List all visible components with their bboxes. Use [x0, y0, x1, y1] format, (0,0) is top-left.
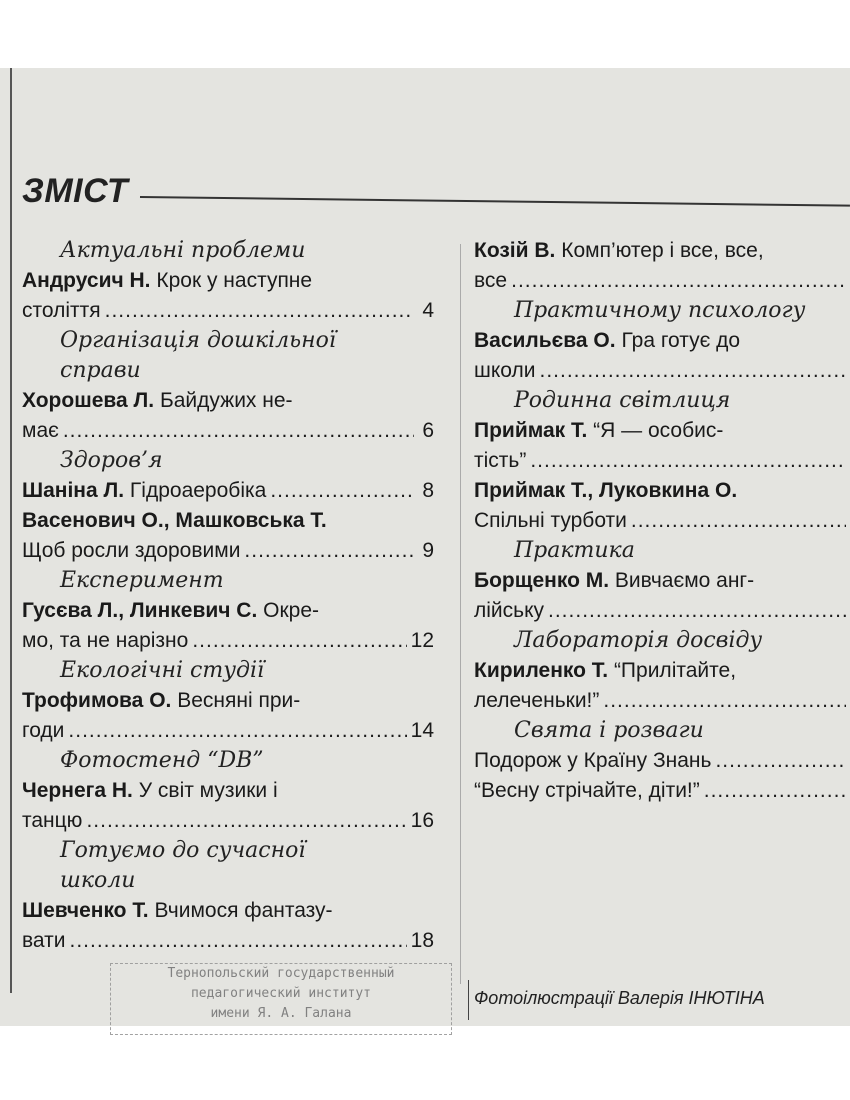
entry-title: Весняні при-: [177, 689, 301, 712]
page-number: 12: [410, 629, 434, 652]
entry-line: [22, 596, 434, 626]
leader-dots: [539, 356, 846, 386]
entry-title: Байдужих не-: [159, 389, 293, 412]
entry-line: [22, 896, 434, 926]
entry-line: [474, 266, 850, 296]
page-number: 8: [422, 479, 434, 502]
leader-dots: [86, 806, 406, 836]
leader-dots: [244, 536, 414, 566]
section-heading: Практика: [514, 538, 635, 563]
section-heading: Практичному психологу: [514, 298, 806, 323]
photo-credit: Фотоілюстрації Валерія ІНЮТІНА: [474, 988, 765, 1008]
entry-title: школи: [474, 359, 536, 382]
entry-author: Борщенко М.: [474, 569, 610, 592]
entry-title: Вивчаємо анг-: [614, 569, 755, 592]
entry-line: [474, 686, 850, 716]
entry-line: [474, 776, 850, 806]
entry-title: Гідроаеробіка: [129, 479, 267, 502]
leader-dots: [704, 776, 846, 806]
entry-line: [22, 686, 434, 716]
leader-dots: [192, 626, 406, 656]
entry-line: [22, 806, 434, 836]
toc-entry: [474, 656, 850, 716]
entry-title: Подорож у Країну Знань: [474, 749, 712, 772]
credit-rule: [468, 980, 469, 1020]
leader-dots: [105, 296, 414, 326]
entry-author: Васенович О., Машковська Т.: [22, 509, 327, 532]
entry-title: “Прилітайте,: [613, 659, 737, 682]
toc-title: ЗМІСТ: [22, 172, 129, 210]
left-margin-rule: [10, 68, 12, 993]
entry-title: танцю: [22, 809, 83, 832]
entry-title: Комп’ютер і все, все,: [561, 239, 764, 262]
entry-author: Трофимова О.: [22, 689, 172, 712]
entry-line: [474, 476, 850, 506]
page-number: 6: [422, 419, 434, 442]
toc-entry: [22, 476, 434, 506]
stamp-line: Тернопольский государственный: [167, 966, 395, 981]
entry-author: Приймак Т., Луковкина О.: [474, 479, 738, 502]
toc-entry: [474, 776, 850, 806]
toc-entry: [22, 386, 434, 446]
entry-line: [474, 506, 850, 536]
entry-title: лійську: [474, 599, 545, 622]
entry-author: Приймак Т.: [474, 419, 588, 442]
toc-entry: [474, 416, 850, 476]
entry-line: [22, 716, 434, 746]
leader-dots: [631, 506, 846, 536]
section-heading: школи: [60, 868, 136, 893]
entry-title: Щоб росли здоровими: [22, 539, 241, 562]
entry-title: мо, та не нарізно: [22, 629, 189, 652]
entry-author: Шаніна Л.: [22, 479, 125, 502]
entry-line: [22, 536, 434, 566]
leader-dots: [70, 926, 407, 956]
entry-line: [474, 236, 850, 266]
entry-line: [22, 506, 434, 536]
entry-line: [22, 926, 434, 956]
section-heading: Готуємо до сучасної: [60, 838, 306, 863]
toc-entry: [22, 896, 434, 956]
entry-line: [474, 356, 850, 386]
leader-dots: [511, 266, 846, 296]
page-number: 9: [422, 539, 434, 562]
leader-dots: [548, 596, 846, 626]
entry-title: тість”: [474, 449, 527, 472]
entry-title: “Весну стрічайте, діти!”: [474, 779, 700, 802]
entry-title: годи: [22, 719, 65, 742]
entry-title: все: [474, 269, 508, 292]
entry-title: Гра готує до: [621, 329, 741, 352]
entry-line: [474, 416, 850, 446]
toc-left-column: [22, 236, 434, 956]
entry-title: Вчимося фантазу-: [154, 899, 333, 922]
stamp-line: имени Я. А. Галана: [210, 1006, 352, 1021]
entry-line: [22, 386, 434, 416]
library-stamp: [110, 963, 452, 1035]
toc-entry: [474, 236, 850, 296]
leader-dots: [715, 746, 846, 776]
leader-dots: [530, 446, 846, 476]
entry-line: [474, 446, 850, 476]
entry-line: [474, 746, 850, 776]
entry-title: У світ музики і: [138, 779, 278, 802]
toc-entry: [474, 746, 850, 776]
page-number: 18: [410, 929, 434, 952]
toc-entry: [474, 476, 850, 536]
entry-author: Гусєва Л., Линкевич С.: [22, 599, 258, 622]
entry-title: має: [22, 419, 59, 442]
entry-line: [22, 626, 434, 656]
entry-line: [474, 566, 850, 596]
page-number: 4: [422, 299, 434, 322]
entry-line: [474, 326, 850, 356]
section-heading: Лабораторія досвіду: [514, 628, 763, 653]
toc-entry: [22, 506, 434, 566]
section-heading: Екологічні студії: [60, 658, 265, 683]
toc-entry: [22, 776, 434, 836]
toc-entry: [474, 326, 850, 386]
entry-author: Чернега Н.: [22, 779, 133, 802]
toc-right-column: [474, 236, 850, 806]
entry-author: Кириленко Т.: [474, 659, 609, 682]
toc-entry: [474, 566, 850, 626]
section-heading: Актуальні проблеми: [60, 238, 306, 263]
title-rule: [140, 196, 850, 207]
entry-line: [474, 596, 850, 626]
toc-entry: [22, 266, 434, 326]
entry-author: Шевченко Т.: [22, 899, 149, 922]
section-heading: Організація дошкільної: [60, 328, 336, 353]
entry-title: Окре-: [263, 599, 320, 622]
entry-line: [474, 656, 850, 686]
entry-author: Козій В.: [474, 239, 556, 262]
entry-author: Хорошева Л.: [22, 389, 155, 412]
entry-author: Андрусич Н.: [22, 269, 151, 292]
section-heading: справи: [60, 358, 141, 383]
magazine-page: [0, 68, 850, 1026]
page-number: 14: [410, 719, 434, 742]
entry-title: століття: [22, 299, 101, 322]
section-heading: Родинна світлиця: [514, 388, 731, 413]
leader-dots: [68, 716, 406, 746]
page-number: 16: [410, 809, 434, 832]
column-divider: [460, 244, 461, 984]
entry-line: [22, 296, 434, 326]
entry-title: Крок у наступне: [156, 269, 313, 292]
leader-dots: [270, 476, 414, 506]
entry-title: Спільні турботи: [474, 509, 627, 532]
entry-title: вати: [22, 929, 66, 952]
entry-author: Васильєва О.: [474, 329, 616, 352]
section-heading: Експеримент: [60, 568, 224, 593]
entry-line: [22, 266, 434, 296]
leader-dots: [63, 416, 414, 446]
toc-entry: [22, 686, 434, 746]
entry-title: лелеченьки!”: [474, 689, 600, 712]
entry-line: [22, 776, 434, 806]
stamp-line: педагогический институт: [190, 986, 371, 1001]
leader-dots: [603, 686, 846, 716]
entry-line: [22, 416, 434, 446]
section-heading: Свята і розваги: [514, 718, 704, 743]
toc-entry: [22, 596, 434, 656]
section-heading: Фотостенд “DB”: [60, 748, 264, 773]
entry-line: [22, 476, 434, 506]
section-heading: Здоров’я: [60, 448, 163, 473]
entry-title: “Я — особис-: [593, 419, 724, 442]
